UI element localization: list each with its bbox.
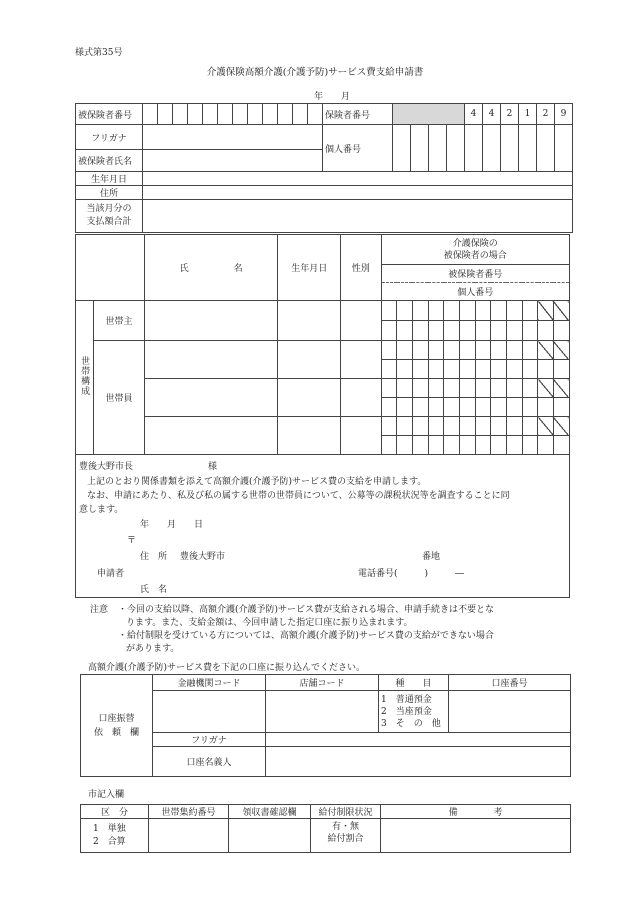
hh-cell[interactable] xyxy=(397,379,413,398)
insured-number-digit[interactable] xyxy=(203,104,218,125)
hh-cell[interactable] xyxy=(506,360,522,379)
insurer-digit: 4 xyxy=(483,104,501,125)
member-gender-field[interactable] xyxy=(341,379,381,417)
hh-cell[interactable] xyxy=(444,321,460,341)
address-field[interactable] xyxy=(143,186,573,200)
personal-number-digit[interactable] xyxy=(501,125,519,172)
hh-cell[interactable] xyxy=(444,398,460,417)
hh-cell[interactable] xyxy=(428,341,444,360)
hh-cell[interactable] xyxy=(538,360,554,379)
personal-number-digit[interactable] xyxy=(483,125,501,172)
hh-cell[interactable] xyxy=(459,436,475,455)
receipt-check-field[interactable] xyxy=(229,819,311,853)
hh-cell[interactable] xyxy=(506,436,522,455)
addressee: 豊後大野市長 xyxy=(79,462,134,472)
personal-number-digit[interactable] xyxy=(519,125,537,172)
hh-cell[interactable] xyxy=(459,321,475,341)
applicant-name-label: 氏 名 xyxy=(140,585,168,595)
member-name-field[interactable] xyxy=(144,379,278,417)
hh-cell[interactable] xyxy=(397,398,413,417)
hh-cell[interactable] xyxy=(381,417,397,436)
bank-side-label: 口座振替 依 頼 欄 xyxy=(81,675,153,777)
hh-cell[interactable] xyxy=(491,398,507,417)
hh-cell[interactable] xyxy=(459,398,475,417)
hh-cell[interactable] xyxy=(522,417,538,436)
hh-cell[interactable] xyxy=(397,321,413,341)
hh-cell[interactable] xyxy=(381,341,397,360)
insurer-digit: 9 xyxy=(555,104,573,125)
hh-cell[interactable] xyxy=(428,398,444,417)
hh-cell[interactable] xyxy=(522,398,538,417)
personal-number-digit[interactable] xyxy=(465,125,483,172)
institution-code-header: 金融機関コード xyxy=(153,675,266,691)
insured-number-digit[interactable] xyxy=(218,104,233,125)
declaration-line-2: なお、申請にあたり、私及び私の属する世帯の世帯員について、公募等の課税状況等を調査することに同 xyxy=(87,491,510,501)
hh-cell[interactable] xyxy=(491,341,507,360)
personal-number-label: 個人番号 xyxy=(323,125,393,172)
hh-cell[interactable] xyxy=(491,360,507,379)
hh-cell[interactable] xyxy=(444,341,460,360)
hh-cell[interactable] xyxy=(491,436,507,455)
household-side-label: 世帯構成 xyxy=(76,301,94,455)
hh-cell[interactable] xyxy=(428,360,444,379)
account-type-options[interactable]: 1 普通預金 2 当座預金 3 そ の 他 xyxy=(379,691,449,733)
hh-cell[interactable] xyxy=(381,321,397,341)
branch-code-field[interactable] xyxy=(266,691,379,733)
insured-number-label: 被保険者番号 xyxy=(76,104,143,125)
bank-table xyxy=(80,674,571,777)
hh-cell[interactable] xyxy=(553,398,569,417)
personal-number-digit[interactable] xyxy=(555,125,573,172)
account-number-header: 口座番号 xyxy=(449,675,571,691)
remarks-header: 備 考 xyxy=(381,805,571,819)
hh-cell[interactable] xyxy=(491,417,507,436)
hh-cell[interactable] xyxy=(428,301,444,321)
phone-label: 電話番号( ) ― xyxy=(358,569,465,579)
hh-cell[interactable] xyxy=(397,436,413,455)
hh-cell[interactable] xyxy=(522,379,538,398)
hh-cell[interactable] xyxy=(459,341,475,360)
member-name-field[interactable] xyxy=(144,417,278,455)
monthly-total-label: 当該月分の 支払額合計 xyxy=(76,200,143,233)
hh-cell[interactable] xyxy=(491,379,507,398)
hh-cell[interactable] xyxy=(506,417,522,436)
hh-cell[interactable] xyxy=(412,360,428,379)
gender-header: 性別 xyxy=(341,235,381,301)
hh-cell[interactable] xyxy=(538,321,554,341)
personal-number-digit[interactable] xyxy=(447,125,465,172)
date-line: 年 月 xyxy=(314,92,351,102)
hh-cell-slash xyxy=(553,341,569,360)
insurer-digit: 4 xyxy=(465,104,483,125)
hh-cell[interactable] xyxy=(538,436,554,455)
insured-number-digit[interactable] xyxy=(308,104,323,125)
hh-cell[interactable] xyxy=(522,360,538,379)
account-number-field[interactable] xyxy=(449,691,571,733)
hh-cell[interactable] xyxy=(522,436,538,455)
hh-cell[interactable] xyxy=(475,301,491,321)
household-table xyxy=(75,234,570,455)
category-header: 区 分 xyxy=(81,805,149,819)
insurer-number-shaded xyxy=(393,104,465,125)
personal-number-digit[interactable] xyxy=(537,125,555,172)
hh-cell[interactable] xyxy=(475,360,491,379)
member-birth-field[interactable] xyxy=(278,417,341,455)
hh-cell-slash xyxy=(553,301,569,321)
hh-cell[interactable] xyxy=(381,360,397,379)
insured-number-digit[interactable] xyxy=(143,104,158,125)
hh-cell[interactable] xyxy=(553,436,569,455)
hh-cell[interactable] xyxy=(397,417,413,436)
city-name: 豊後大野市 xyxy=(180,552,226,562)
hh-cell[interactable] xyxy=(428,321,444,341)
holder-furigana-field[interactable] xyxy=(266,733,571,747)
head-name-field[interactable] xyxy=(144,301,278,341)
hh-cell-slash xyxy=(538,341,554,360)
hh-cell[interactable] xyxy=(475,321,491,341)
hh-cell[interactable] xyxy=(444,417,460,436)
hh-cell-slash xyxy=(553,379,569,398)
hh-cell[interactable] xyxy=(428,417,444,436)
hh-cell[interactable] xyxy=(444,436,460,455)
insurer-digit: 2 xyxy=(501,104,519,125)
form-title: 介護保険高額介護(介護予防)サービス費支給申請書 xyxy=(206,67,424,78)
hh-cell[interactable] xyxy=(459,301,475,321)
note-2b: があります。 xyxy=(126,644,180,654)
holder-field[interactable] xyxy=(266,747,571,777)
hh-cell[interactable] xyxy=(506,301,522,321)
hh-cell[interactable] xyxy=(412,436,428,455)
hh-cell[interactable] xyxy=(381,379,397,398)
insured-number-digit[interactable] xyxy=(158,104,173,125)
hh-cell[interactable] xyxy=(491,321,507,341)
hh-cell[interactable] xyxy=(444,360,460,379)
monthly-total-field[interactable] xyxy=(143,200,573,233)
receipt-check-header: 領収書確認欄 xyxy=(229,805,311,819)
postal-mark: 〒 xyxy=(127,536,137,546)
hh-cell[interactable] xyxy=(491,301,507,321)
restriction-field[interactable]: 有・無 給付割合 xyxy=(311,819,381,853)
household-number-header: 世帯集約番号 xyxy=(149,805,229,819)
household-corner xyxy=(76,235,145,301)
birth-date-field[interactable] xyxy=(143,172,573,186)
hh-cell[interactable] xyxy=(428,379,444,398)
hh-cell-slash xyxy=(553,417,569,436)
member-label: 世帯員 xyxy=(94,341,145,455)
notes-label: 注意 xyxy=(90,605,109,615)
hh-cell[interactable] xyxy=(381,436,397,455)
hh-cell[interactable] xyxy=(475,436,491,455)
hh-cell[interactable] xyxy=(397,301,413,321)
remarks-field[interactable] xyxy=(381,819,571,853)
hh-cell[interactable] xyxy=(459,417,475,436)
hh-cell[interactable] xyxy=(506,341,522,360)
address-label: 住 所 xyxy=(140,552,168,562)
city-use-table xyxy=(80,804,571,853)
furigana-label: フリガナ xyxy=(76,125,143,150)
member-birth-field[interactable] xyxy=(278,341,341,379)
member-gender-field[interactable] xyxy=(341,341,381,379)
insured-number-digit[interactable] xyxy=(233,104,248,125)
applicant-info-table xyxy=(75,103,573,233)
insured-number-digit[interactable] xyxy=(173,104,188,125)
personal-number-header: 個人番号 xyxy=(381,283,569,301)
hh-cell[interactable] xyxy=(553,360,569,379)
insured-number-digit[interactable] xyxy=(248,104,263,125)
insured-number-digit[interactable] xyxy=(293,104,308,125)
member-birth-field[interactable] xyxy=(278,379,341,417)
hh-cell[interactable] xyxy=(412,417,428,436)
hh-cell[interactable] xyxy=(412,398,428,417)
head-gender-field[interactable] xyxy=(341,301,381,341)
insurer-digit: 1 xyxy=(519,104,537,125)
insured-number-digit[interactable] xyxy=(278,104,293,125)
hh-cell[interactable] xyxy=(412,301,428,321)
hh-cell[interactable] xyxy=(538,398,554,417)
hh-cell[interactable] xyxy=(459,379,475,398)
restriction-header: 給付制限状況 xyxy=(311,805,381,819)
applicant-label: 申請者 xyxy=(97,569,125,579)
hh-cell[interactable] xyxy=(522,301,538,321)
birth-header: 生年月日 xyxy=(278,235,341,301)
insured-name-label: 被保険者氏名 xyxy=(76,150,143,172)
bank-lead: 高額介護(介護予防)サービス費を下記の口座に振り込んでください。 xyxy=(88,663,366,673)
hh-cell[interactable] xyxy=(506,379,522,398)
hh-cell[interactable] xyxy=(475,379,491,398)
insurer-number-label: 保険者番号 xyxy=(323,104,393,125)
hh-cell-slash xyxy=(538,301,554,321)
hh-cell[interactable] xyxy=(475,341,491,360)
holder-furigana-label: フリガナ xyxy=(153,733,266,747)
household-number-field[interactable] xyxy=(149,819,229,853)
hh-cell[interactable] xyxy=(412,321,428,341)
banchi-label: 番地 xyxy=(422,552,441,562)
hh-cell[interactable] xyxy=(397,341,413,360)
hh-cell[interactable] xyxy=(522,341,538,360)
furigana-field[interactable] xyxy=(143,125,323,150)
hh-cell[interactable] xyxy=(444,379,460,398)
hh-cell-slash xyxy=(538,379,554,398)
hh-cell[interactable] xyxy=(444,301,460,321)
insured-name-field[interactable] xyxy=(143,150,323,172)
insurer-digit: 2 xyxy=(537,104,555,125)
insured-case-header: 介護保険の 被保険者の場合 xyxy=(381,235,569,265)
name-header: 氏 名 xyxy=(144,235,278,301)
member-name-field[interactable] xyxy=(144,341,278,379)
hh-cell[interactable] xyxy=(412,341,428,360)
insured-number-digit[interactable] xyxy=(263,104,278,125)
branch-code-header: 店舗コード xyxy=(266,675,379,691)
head-birth-field[interactable] xyxy=(278,301,341,341)
declaration-line-3: 意します。 xyxy=(79,505,124,515)
personal-number-digit[interactable] xyxy=(393,125,411,172)
birth-date-label: 生年月日 xyxy=(76,172,143,186)
category-options[interactable]: 1 単独 2 合算 xyxy=(81,819,149,853)
hh-cell[interactable] xyxy=(522,321,538,341)
declaration-line-1: 上記のとおり関係書類を添えて高額介護(介護予防)サービス費の支給を申請します。 xyxy=(87,477,427,487)
city-use-label: 市記入欄 xyxy=(88,790,125,800)
hh-cell[interactable] xyxy=(381,301,397,321)
hh-cell[interactable] xyxy=(475,398,491,417)
hh-cell[interactable] xyxy=(381,398,397,417)
account-type-header: 種 目 xyxy=(379,675,449,691)
head-label: 世帯主 xyxy=(94,301,145,341)
address-label: 住所 xyxy=(76,186,143,200)
hh-cell[interactable] xyxy=(412,379,428,398)
insured-number-header: 被保険者番号 xyxy=(381,265,569,283)
honorific: 様 xyxy=(208,462,218,472)
hh-cell[interactable] xyxy=(475,417,491,436)
hh-cell[interactable] xyxy=(506,398,522,417)
form-number: 様式第35号 xyxy=(75,48,123,58)
personal-number-digit[interactable] xyxy=(429,125,447,172)
hh-cell-slash xyxy=(538,417,554,436)
note-1b: ります。また、支給金額は、今回申請した指定口座に振り込まれます。 xyxy=(126,618,413,628)
institution-code-field[interactable] xyxy=(153,691,266,733)
member-gender-field[interactable] xyxy=(341,417,381,455)
hh-cell[interactable] xyxy=(506,321,522,341)
hh-cell[interactable] xyxy=(428,436,444,455)
hh-cell[interactable] xyxy=(459,360,475,379)
holder-label: 口座名義人 xyxy=(153,747,266,777)
hh-cell[interactable] xyxy=(553,321,569,341)
note-2a: ・給付制限を受けている方については、高額介護(介護予防)サービス費の支給ができない場合 xyxy=(118,631,494,641)
note-1a: ・今回の支給以降、高額介護(介護予防)サービス費が支給される場合、申請手続きは不要とな xyxy=(118,605,495,615)
insured-number-digit[interactable] xyxy=(188,104,203,125)
hh-cell[interactable] xyxy=(397,360,413,379)
personal-number-digit[interactable] xyxy=(411,125,429,172)
application-date: 年 月 日 xyxy=(140,520,204,530)
